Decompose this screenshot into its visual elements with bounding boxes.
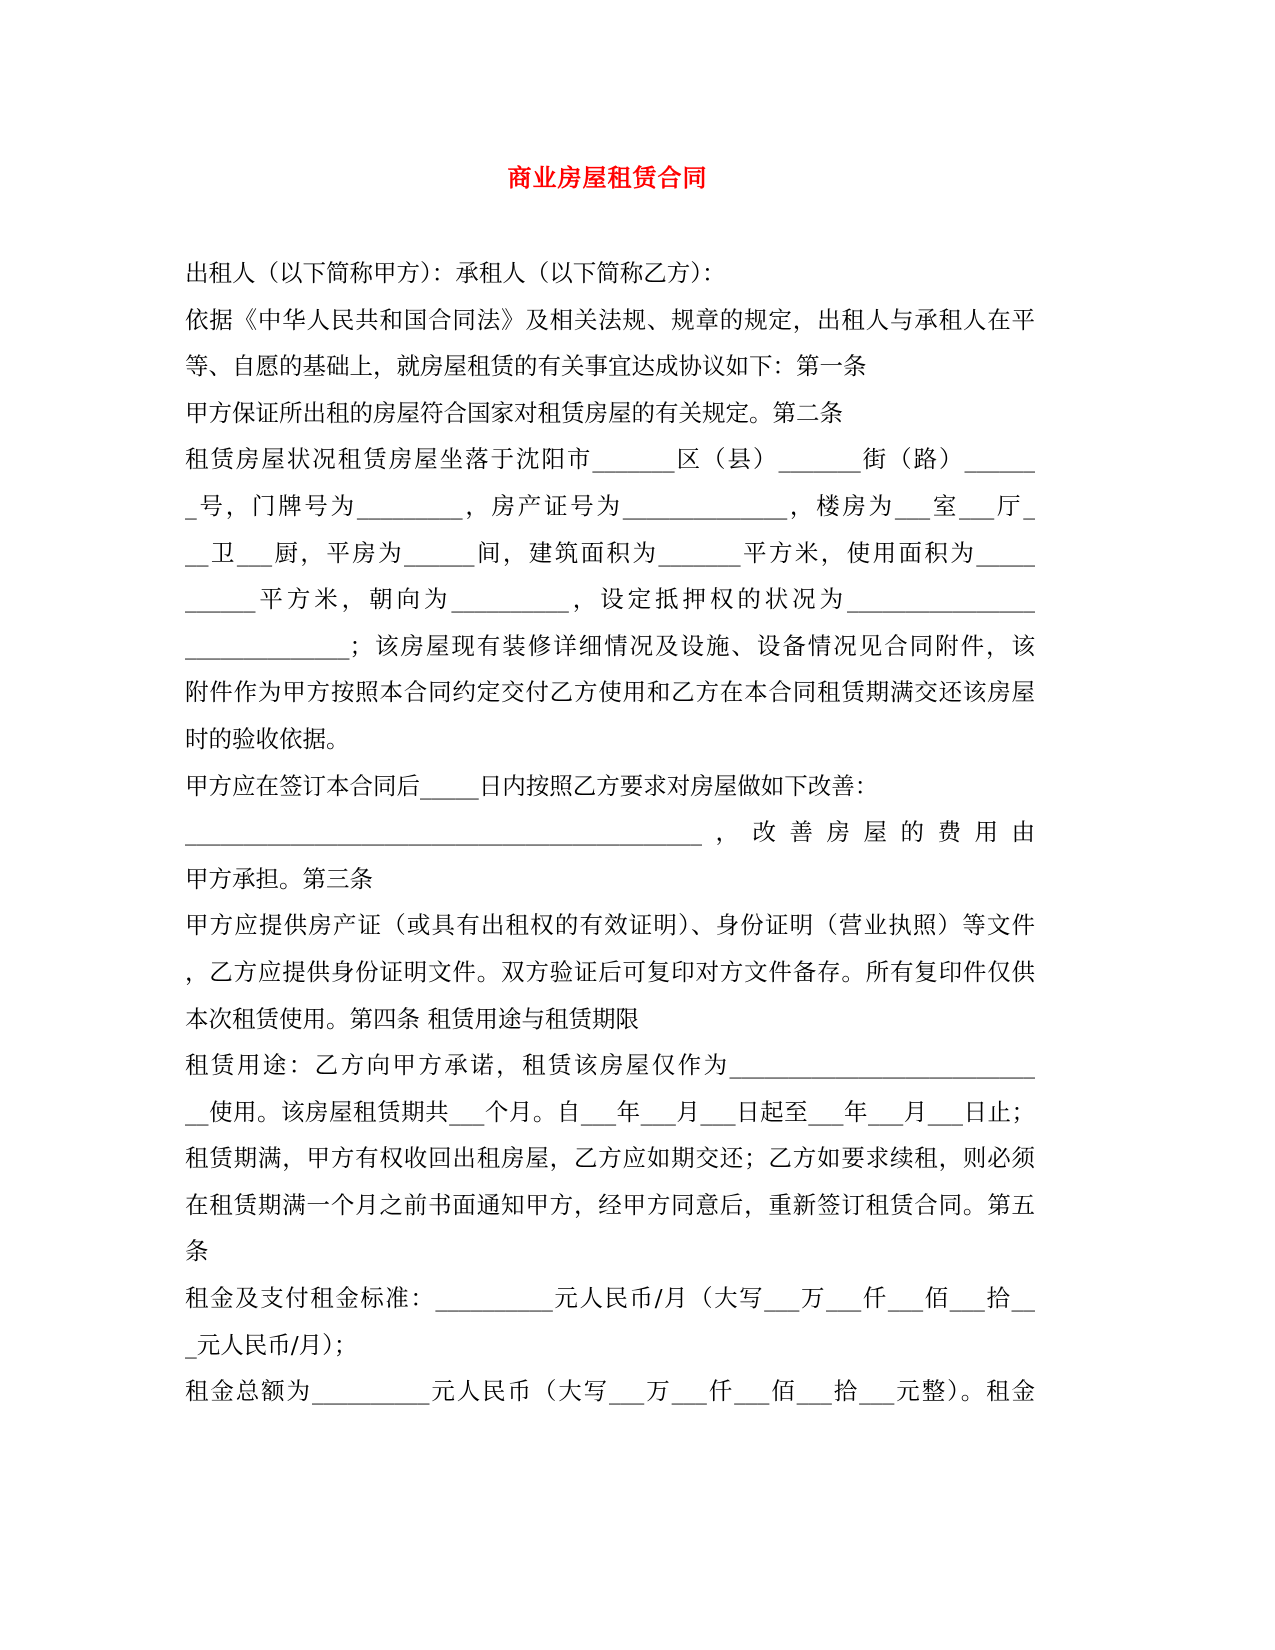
body-line: 条 — [185, 1237, 209, 1266]
body-line: _号，门牌号为_________，房产证号为______________，楼房为___室___厅_ — [185, 491, 1035, 520]
body-line: __使用。该房屋租赁期共___个月。自___年___月___日起至___年___月___日止； — [185, 1097, 1035, 1126]
body-line: 附件作为甲方按照本合同约定交付乙方使用和乙方在本合同租赁期满交还该房屋 — [185, 678, 1035, 707]
body-line: ______________；该房屋现有装修详细情况及设施、设备情况见合同附件，该 — [185, 631, 1035, 660]
body-line: 时的验收依据。 — [185, 724, 350, 753]
body-line: 甲方保证所出租的房屋符合国家对租赁房屋的有关规定。第二条 — [185, 398, 843, 427]
body-line: _元人民币/月）； — [185, 1330, 358, 1359]
body-line: ______平方米，朝向为__________，设定抵押权的状况为________________ — [185, 585, 1035, 614]
body-line: 租赁房屋状况租赁房屋坐落于沈阳市_______区（县）_______街（路）______ — [185, 445, 1035, 474]
body-line: 等、自愿的基础上，就房屋租赁的有关事宜达成协议如下：第一条 — [185, 352, 867, 381]
body-line: 甲方承担。第三条 — [185, 864, 373, 893]
body-line: __卫___厨，平房为______间，建筑面积为_______平方米，使用面积为_____ — [185, 538, 1035, 567]
document-title: 商业房屋租赁合同 — [507, 163, 708, 192]
body-line: 甲方应在签订本合同后_____日内按照乙方要求对房屋做如下改善： — [185, 771, 879, 800]
body-line: 租金总额为__________元人民币（大写___万___仟___佰___拾___元整）。租金 — [185, 1377, 1035, 1406]
body-line: ，乙方应提供身份证明文件。双方验证后可复印对方文件备存。所有复印件仅供 — [185, 957, 1035, 986]
body-line: 租金及支付租金标准：__________元人民币/月（大写___万___仟___佰___拾__ — [185, 1284, 1035, 1313]
body-line: 在租赁期满一个月之前书面通知甲方，经甲方同意后，重新签订租赁合同。第五 — [185, 1190, 1035, 1219]
body-line: 依据《中华人民共和国合同法》及相关法规、规章的规定，出租人与承租人在平 — [185, 305, 1035, 334]
body-line: 租赁期满，甲方有权收回出租房屋，乙方应如期交还；乙方如要求续租，则必须 — [185, 1144, 1035, 1173]
body-line: 甲方应提供房产证（或具有出租权的有效证明）、身份证明（营业执照）等文件 — [185, 911, 1035, 940]
body-line: 出租人（以下简称甲方）：承租人（以下简称乙方）： — [185, 259, 726, 287]
body-line: 租赁用途：乙方向甲方承诺，租赁该房屋仅作为__________________________ — [185, 1051, 1035, 1080]
body-line: 本次租赁使用。第四条 租赁用途与租赁期限 — [185, 1004, 639, 1033]
document-body — [185, 250, 1035, 1415]
body-line: ____________________________________________，改善房屋的费用由 — [185, 818, 1035, 847]
